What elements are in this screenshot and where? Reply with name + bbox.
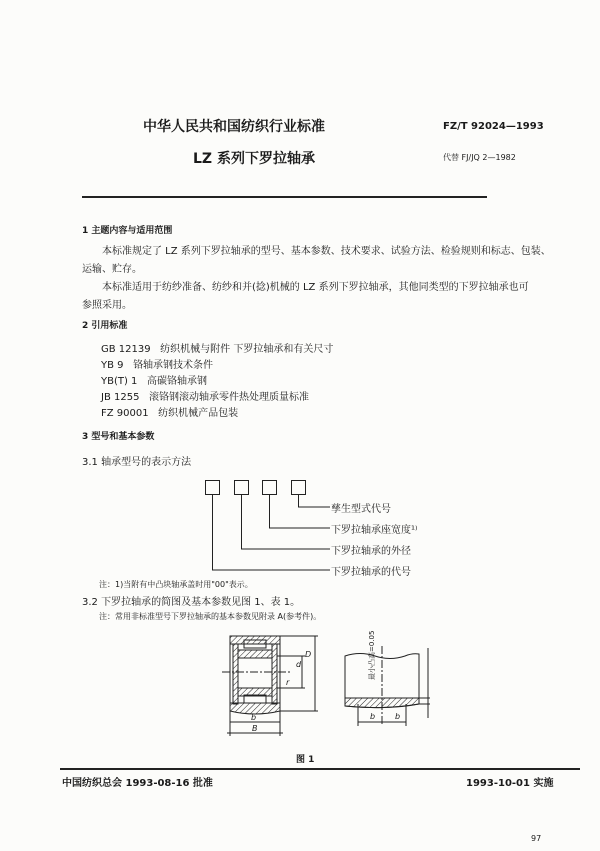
section-1-heading: 1 主题内容与适用范围 xyxy=(82,226,173,236)
paragraph: 参照采用。 xyxy=(82,300,132,311)
code-label: 孳生型式代号 xyxy=(331,504,391,515)
section-3-heading: 3 型号和基本参数 xyxy=(82,432,155,442)
reference-item: YB 9 铬轴承钢技术条件 xyxy=(101,360,214,371)
model-code-diagram xyxy=(200,470,340,582)
approval-note: 中国纺织总会 1993-08-16 批准 xyxy=(62,778,213,789)
standard-number: FZ/T 92024—1993 xyxy=(443,121,544,132)
section-2-heading: 2 引用标准 xyxy=(82,321,128,331)
dim-b: b xyxy=(251,713,257,722)
reference-item: YB(T) 1 高碳铬轴承钢 xyxy=(101,376,207,387)
paragraph: 运输、贮存。 xyxy=(82,264,142,275)
code-label: 下罗拉轴承座宽度¹⁾ xyxy=(331,525,418,536)
dim-min-crown: 最小凸高=0.05 xyxy=(368,630,376,680)
code-label: 下罗拉轴承的外径 xyxy=(331,546,411,557)
document-title: LZ 系列下罗拉轴承 xyxy=(193,151,315,167)
reference-item: JB 1255 滚铬钢滚动轴承零件热处理质量标准 xyxy=(101,392,309,403)
replaces-note: 代替 FJ/JQ 2—1982 xyxy=(443,153,516,162)
paragraph: 本标准规定了 LZ 系列下罗拉轴承的型号、基本参数、技术要求、试验方法、检验规则和标志、包装、 xyxy=(102,246,551,257)
note-1: 注：1)当附有中凸块轴承盖时用"00"表示。 xyxy=(99,580,253,589)
figure-1-drawing xyxy=(200,628,430,738)
reference-item: GB 12139 纺织机械与附件 下罗拉轴承和有关尺寸 xyxy=(101,344,334,355)
note-2: 注：常用非标准型号下罗拉轴承的基本参数见附录 A(参考件)。 xyxy=(99,612,322,621)
code-label: 下罗拉轴承的代号 xyxy=(331,567,411,578)
header-rule xyxy=(82,196,487,198)
dim-B: B xyxy=(252,724,258,733)
dim-D: D xyxy=(305,650,312,659)
section-3-1: 3.1 轴承型号的表示方法 xyxy=(82,457,192,468)
effective-date: 1993-10-01 实施 xyxy=(466,778,554,789)
dim-b: b xyxy=(370,712,376,721)
paragraph: 本标准适用于纺纱准备、纺纱和并(捻)机械的 LZ 系列下罗拉轴承，其他同类型的下罗拉轴承也可 xyxy=(102,282,529,293)
org-title: 中华人民共和国纺织行业标准 xyxy=(143,119,325,135)
dim-b: b xyxy=(395,712,401,721)
reference-item: FZ 90001 纺织机械产品包装 xyxy=(101,408,239,419)
figure-caption: 图 1 xyxy=(296,755,315,765)
dim-d: d xyxy=(296,660,302,669)
dim-r: r xyxy=(286,678,290,687)
page-number: 97 xyxy=(531,834,542,843)
section-3-2: 3.2 下罗拉轴承的简图及基本参数见图 1、表 1。 xyxy=(82,597,301,608)
footer-rule xyxy=(60,768,580,770)
